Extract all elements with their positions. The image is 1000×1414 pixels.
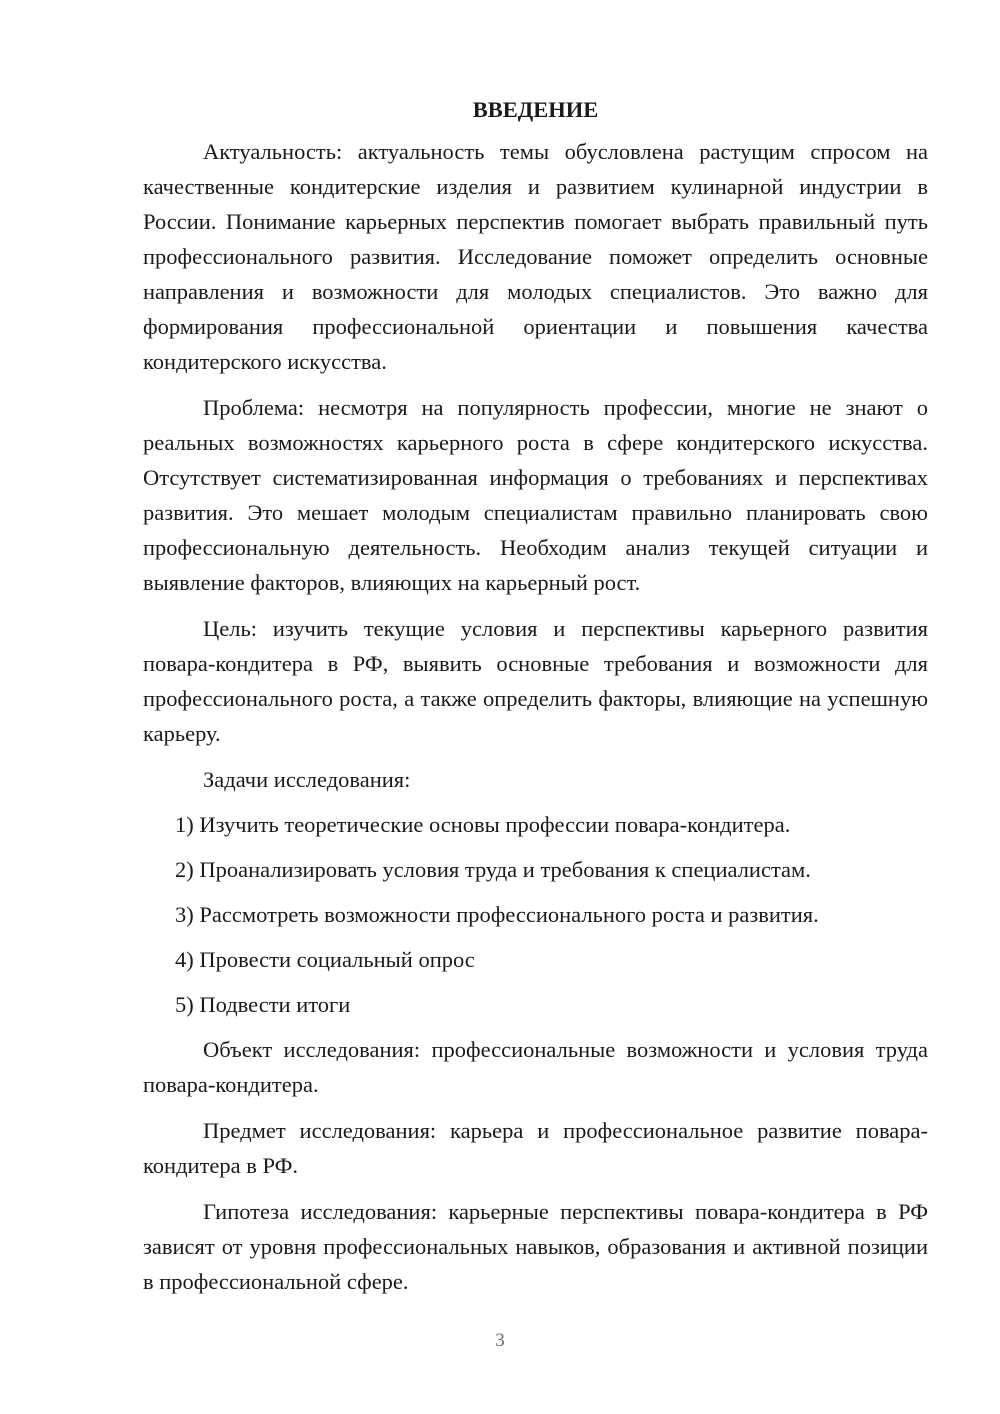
- paragraph-subject: Предмет исследования: карьера и профессиональное развитие повара-кондитера в РФ.: [143, 1118, 928, 1178]
- task-item: 4) Провести социальный опрос: [175, 947, 475, 972]
- task-item: 5) Подвести итоги: [175, 992, 351, 1017]
- paragraph-problem: Проблема: несмотря на популярность профессии, многие не знают о реальных возможностях карьерного роста в сфере кондитерского искусства. Отсутствует систематизированная информация о требованиях и перспективах развития. Это мешает молодым специалистам правильно планировать свою профессиональную деятельность. Необходим анализ текущей ситуации и выявление факторов, влияющих на карьерный рост.: [143, 395, 928, 595]
- section-title: ВВЕДЕНИЕ: [472, 97, 599, 122]
- task-list: [143, 807, 928, 1022]
- paragraph-hypothesis: Гипотеза исследования: карьерные перспективы повара-кондитера в РФ зависят от уровня профессиональных навыков, образования и активной позиции в профессиональной сфере.: [143, 1199, 928, 1294]
- task-item: 3) Рассмотреть возможности профессионального роста и развития.: [175, 902, 819, 927]
- paragraph-object: Объект исследования: профессиональные возможности и условия труда повара-кондитера.: [143, 1037, 928, 1097]
- document-page: [143, 95, 928, 1299]
- task-item: 2) Проанализировать условия труда и требования к специалистам.: [175, 857, 811, 882]
- page-number: 3: [495, 1330, 505, 1351]
- paragraph-relevance: Актуальность: актуальность темы обусловлена растущим спросом на качественные кондитерские изделия и развитием кулинарной индустрии в России. Понимание карьерных перспектив помогает выбрать правильный путь профессионального развития. Исследование поможет определить основные направления и возможности для молодых специалистов. Это важно для формирования профессиональной ориентации и повышения качества кондитерского искусства.: [143, 139, 928, 374]
- task-item: 1) Изучить теоретические основы профессии повара-кондитера.: [175, 812, 791, 837]
- tasks-heading: Задачи исследования:: [203, 767, 411, 792]
- paragraph-goal: Цель: изучить текущие условия и перспективы карьерного развития повара-кондитера в РФ, выявить основные требования и возможности для профессионального роста, а также определить факторы, влияющие на успешную карьеру.: [143, 616, 928, 746]
